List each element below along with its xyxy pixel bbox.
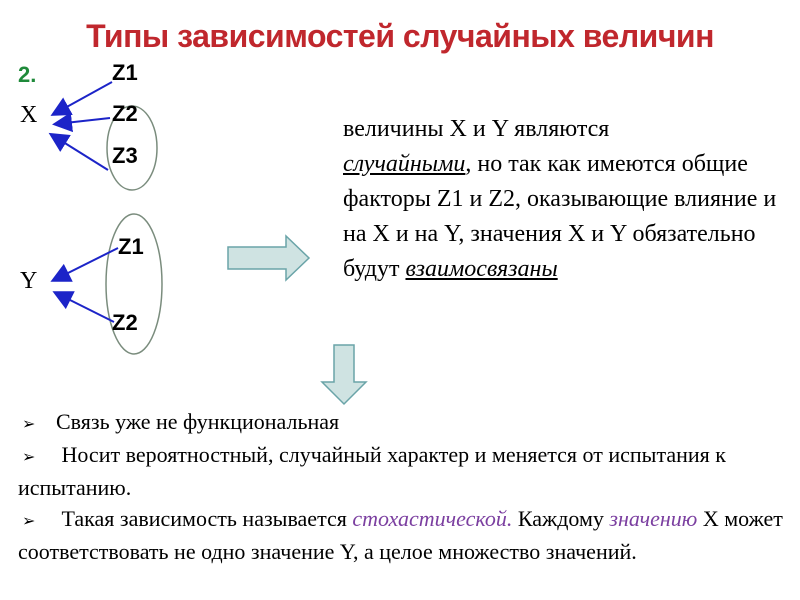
x-factor-z3: Z3 bbox=[112, 143, 138, 168]
bullet-arrow-icon: ➢ bbox=[22, 447, 36, 466]
arrow-z3-x bbox=[52, 135, 108, 170]
y-factor-z1: Z1 bbox=[118, 234, 144, 259]
term-stochastic: стохастической. bbox=[352, 506, 513, 531]
arrow-z2-y bbox=[56, 293, 114, 322]
bullet-item-1 bbox=[18, 406, 788, 439]
arrow-z1-y bbox=[54, 248, 118, 280]
bullet-text-3b: Каждому bbox=[512, 506, 610, 531]
explanation-paragraph bbox=[343, 112, 783, 287]
term-value: значению bbox=[609, 506, 698, 531]
x-factor-z2: Z2 bbox=[112, 101, 138, 126]
y-factor-z2: Z2 bbox=[112, 310, 138, 335]
var-y: Y bbox=[20, 268, 38, 294]
bullet-text-3a: Такая зависимость называется bbox=[56, 506, 353, 531]
arrow-z1-x bbox=[54, 82, 112, 114]
var-x: X bbox=[20, 102, 38, 128]
bullet-text-2: Носит вероятностный, случайный характер и меняется от испытания к испытанию. bbox=[18, 442, 726, 500]
block-arrow-down bbox=[322, 345, 366, 404]
para-emphasis-random: случайными bbox=[343, 151, 466, 177]
para-text-1: величины X и Y являются bbox=[343, 116, 610, 142]
bullet-list bbox=[18, 406, 788, 567]
x-factor-z1: Z1 bbox=[112, 60, 138, 85]
bullet-item-2 bbox=[18, 439, 788, 503]
arrow-z2-x bbox=[56, 118, 110, 124]
slide-title: Типы зависимостей случайных величин bbox=[86, 18, 714, 54]
bullet-arrow-icon: ➢ bbox=[22, 414, 36, 433]
bullet-item-3 bbox=[18, 503, 788, 567]
block-arrow-right bbox=[228, 236, 309, 280]
para-text-2: , но так как имеются общие факторы Z1 и Z2, оказывающие влияние и на X и на Y, значения X и Y обязательно будут bbox=[343, 151, 777, 282]
para-emphasis-related: взаимосвязаны bbox=[405, 256, 558, 282]
bullet-arrow-icon: ➢ bbox=[22, 511, 36, 530]
item-number: 2. bbox=[18, 62, 37, 87]
bullet-text-3c: X может соответствовать не одно значение Y, а целое множество значений. bbox=[18, 506, 783, 564]
bullet-text-1: Связь уже не функциональная bbox=[56, 409, 340, 434]
